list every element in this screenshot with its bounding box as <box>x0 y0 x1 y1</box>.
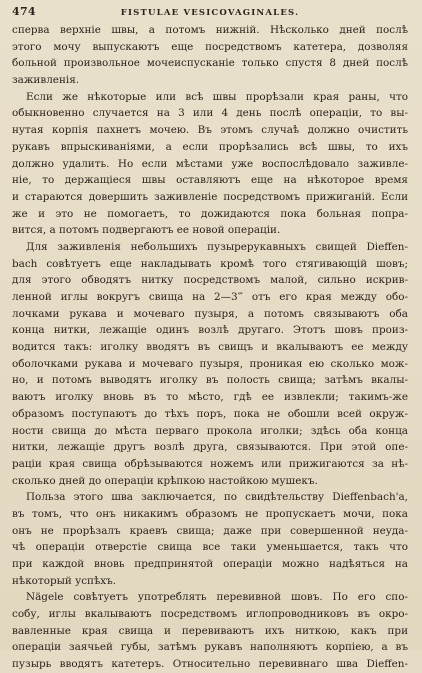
text-line: же и это не помогаетъ, то дожидаются пока больная попра- <box>12 207 408 220</box>
body-text <box>12 22 408 673</box>
text-line: оболочками рукава и мочеваго пузыря, проникая ею сколько мож- <box>12 357 408 370</box>
text-line: и стараются довершить заживленіе посредствомъ прижиганій. Если <box>12 190 408 203</box>
text-line: Польза этого шва заключается, по свидѣтельству Dieffenbach'a, <box>26 491 408 504</box>
text-line: собу, иглы вкалываютъ посредствомъ иглопроводниковъ въ окро- <box>12 608 408 621</box>
text-line: въ томъ, что онъ никакимъ образомъ не пропускаетъ мочи, пока <box>12 507 408 520</box>
text-line: должно удалить. Но если мѣстами уже воспослѣдовало заживле- <box>12 157 408 170</box>
text-line: bach совѣтуетъ еще накладывать кромѣ того стягивающій шовъ; <box>12 257 408 270</box>
text-line: обыкновенно случается на 3 или 4 день послѣ операціи, то вы- <box>12 107 408 120</box>
text-line: нутая корпія пахнетъ мочею. Въ этомъ случаѣ должно очистить <box>12 124 408 137</box>
text-line: чѣ операціи отверстіе свища все таки уменьшается, такъ что <box>12 541 408 554</box>
text-line: лочками рукава и мочеваго пузыря, а потомъ связываютъ оба <box>12 307 408 320</box>
text-line: этого мочу выпускаютъ еще посредствомъ катетера, дозволяя <box>12 40 408 53</box>
running-title: FISTULAE VESICOVAGINALES. <box>120 8 300 18</box>
text-line: образомъ поступаютъ до тѣхъ поръ, пока не обошли всей окруж- <box>12 407 408 420</box>
text-line: пузырь вводятъ катетеръ. Относительно перевивнаго шва Dieffen- <box>12 658 408 671</box>
text-line: операціи заячьей губы, затѣмъ рукавъ наполняютъ корпіею, а въ <box>12 641 408 654</box>
text-line: рукавъ впрыскиваніями, а если прорѣзались всѣ швы, то ихъ <box>12 140 408 153</box>
text-line: раціи края свища обрѣзываются ножемъ или прижигаются за нѣ- <box>12 457 408 470</box>
text-line: но, и потомъ выводятъ иголку въ полость свища; затѣмъ вкалы- <box>12 374 408 387</box>
text-line: водится такъ: иголку вводятъ въ свищъ и вкалываютъ ее между <box>12 341 408 354</box>
text-line: ніе, то держащіеся швы оставляютъ еще на нѣкоторое время <box>12 174 408 187</box>
text-line: для этого обводятъ нитку посредствомъ малой, сильно искрив- <box>12 274 408 287</box>
text-line: вится, а потомъ подвергаютъ ее новой операціи. <box>12 224 281 237</box>
text-line: конца нитки, лежащіе одинъ возлѣ другаго. Этотъ шовъ произ- <box>12 324 408 337</box>
text-line: Если же нѣкоторые или всѣ швы прорѣзали края раны, что <box>26 90 408 103</box>
text-line: онъ не прорѣзалъ краевъ свища; даже при совершенной неуда- <box>12 524 408 537</box>
text-line: заживленія. <box>12 74 80 87</box>
text-line: нитки, лежащіе другъ возлѣ друга, связываются. При этой опе- <box>12 441 408 454</box>
text-line: Для заживленія небольшихъ пузырерукавныхъ свищей Dieffen- <box>26 240 408 253</box>
text-line: сперва верхніе швы, а потомъ нижній. Нѣсколько дней послѣ <box>12 24 408 36</box>
page-header <box>12 5 408 19</box>
text-line: Nägele совѣтуетъ употреблять перевивной шовъ. По его спо- <box>26 591 408 604</box>
text-line: ленной иглы вокругъ свища на 2—3‴ отъ его края между обо- <box>12 291 408 303</box>
text-line: сколько дней до операціи крѣпкою настойкою мушекъ. <box>12 474 318 487</box>
text-line: больной произвольное мочеиспусканіе только спустя 8 дней послѣ <box>12 57 408 70</box>
text-line: нѣкоторый успѣхъ. <box>12 574 116 587</box>
text-line: ности свища до мѣста перваго прокола иголки; здѣсь оба конца <box>12 424 408 437</box>
page-number: 474 <box>12 5 36 18</box>
text-line: вавленные края свища и перевиваютъ ихъ ниткою, какъ при <box>12 624 408 637</box>
text-line: при каждой вновь предпринятой операціи можно надѣяться на <box>12 558 408 570</box>
text-line: ваютъ иголку вновь въ то мѣсто, гдѣ ее извлекли; такимъ-же <box>12 391 408 404</box>
